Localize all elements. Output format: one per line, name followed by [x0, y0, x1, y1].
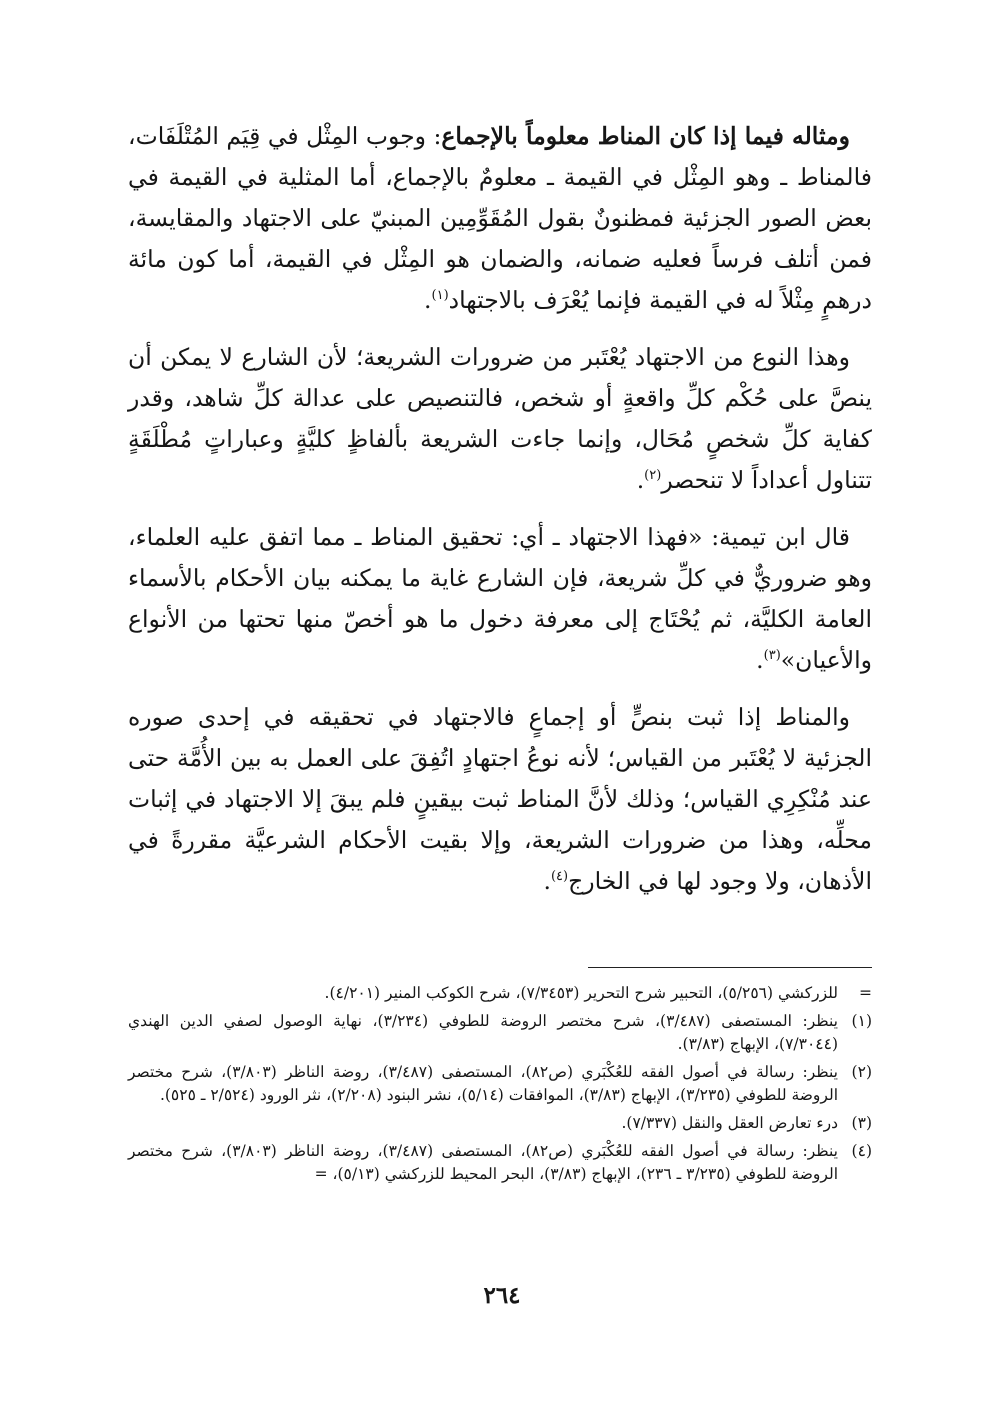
footnote-2: [128, 1061, 872, 1107]
footnote-separator: [588, 967, 872, 968]
footnote-1: [128, 1010, 872, 1056]
footnote-text: ينظر: المستصفى (٣/٤٨٧)، شرح مختصر الروضة للطوفي (٣/٢٣٤)، نهاية الوصول لصفي الدين الهندي (٧/٣٠٤٤)، الإبهاج (٣/٨٣).: [128, 1012, 838, 1053]
paragraph-end: .: [756, 646, 764, 674]
footnote-mark: (١): [851, 1012, 872, 1030]
page-number: ٢٦٤: [483, 1282, 521, 1309]
footnote-mark: (٤): [851, 1142, 872, 1160]
footnote-4: [128, 1140, 872, 1186]
footnote-text: ينظر: رسالة في أصول الفقه للعُكْبَري (ص٨٢)، المستصفى (٣/٤٨٧)، روضة الناظر (٣/٨٠٣)، شرح مختصر الروضة للطوفي (٣/٢٣٥ ـ ٢٣٦)، الإبهاج (٣/٨٣)، البحر المحيط للزركشي (٥/١٣)، =: [128, 1142, 838, 1183]
paragraph-text: والمناط إذا ثبت بنصٍّ أو إجماعٍ فالاجتهاد في تحقيقه في إحدى صوره الجزئية لا يُعْتَبر من القياس؛ لأنه نوعُ اجتهادٍ اتُفِقَ على العمل به بين الأُمَّة حتى عند مُنْكِرِي القياس؛ وذلك لأنَّ المناط ثبت بيقينٍ فلم يبقَ إلا الاجتهاد في إثبات محلِّه، وهذا من ضرورات الشريعة، وإلا بقيت الأحكام الشرعيَّة مقررةً في الأذهان، ولا وجود لها في الخارج: [128, 703, 872, 895]
footnote-text: للزركشي (٥/٢٥٦)، التحبير شرح التحرير (٧/٣٤٥٣)، شرح الكوكب المنير (٤/٢٠١).: [324, 984, 838, 1002]
footnote-mark: (٣): [851, 1114, 872, 1132]
paragraph-lead: ومثاله فيما إذا كان المناط معلوماً بالإجماع: [441, 122, 850, 150]
paragraph-3: [128, 517, 872, 681]
paragraph-2: [128, 337, 872, 501]
footnote-continuation: [128, 982, 872, 1005]
footnote-ref[interactable]: (١): [431, 288, 449, 304]
paragraph-end: .: [424, 286, 432, 314]
paragraph-end: .: [636, 466, 645, 494]
footnote-text: ينظر: رسالة في أصول الفقه للعُكْبَري (ص٨٢)، المستصفى (٣/٤٨٧)، روضة الناظر (٣/٨٠٣)، شرح مختصر الروضة للطوفي (٣/٢٣٥)، الإبهاج (٣/٨٣)، الموافقات (٥/١٤)، نشر البنود (٢/٢٠٨)، نثر الورود (٢/٥٢٤ ـ ٥٢٥).: [128, 1063, 838, 1104]
footnote-mark: =: [859, 984, 872, 1002]
footnote-text: درء تعارض العقل والنقل (٧/٣٣٧).: [621, 1114, 838, 1132]
footnote-ref[interactable]: (٤): [550, 869, 569, 885]
footnote-ref[interactable]: (٢): [644, 468, 662, 484]
paragraph-text: قال ابن تيمية: «فهذا الاجتهاد ـ أي: تحقيق المناط ـ مما اتفق عليه العلماء، وهو ضروريٌّ في كلِّ شريعة، فإن الشارع غاية ما يمكنه بيان الأحكام بالأسماء العامة الكليَّة، ثم يُحْتَاج إلى معرفة دخول ما هو أخصّ منها تحتها من الأنواع والأعيان»: [128, 523, 872, 674]
paragraph-1: [128, 116, 872, 321]
footnote-3: [128, 1112, 872, 1135]
paragraph-4: [128, 697, 872, 902]
footnote-mark: (٢): [851, 1063, 872, 1081]
footnotes: [128, 982, 872, 1191]
paragraph-text: : وجوب المِثْل في قِيَم المُتْلَفَات، فالمناط ـ وهو المِثْل في القيمة ـ معلومٌ بالإجماع، أما المثلية في القيمة في بعض الصور الجزئية فمظنونٌ بقول المُقَوِّمِين المبنيّ على الاجتهاد والمقايسة، فمن أتلف فرساً فعليه ضمانه، والضمان هو المِثْل في القيمة، أما كون مائة درهمٍ مِثْلاً له في القيمة فإنما يُعْرَف بالاجتهاد: [128, 122, 872, 314]
footnote-ref[interactable]: (٣): [763, 648, 781, 664]
paragraph-end: .: [543, 867, 551, 895]
main-text: [128, 116, 872, 918]
paragraph-text: وهذا النوع من الاجتهاد يُعْتَبر من ضرورات الشريعة؛ لأن الشارع لا يمكن أن ينصَّ على حُكْم كلِّ واقعةٍ أو شخص، فالتنصيص على عدالة كلِّ شاهد، وقدر كفاية كلِّ شخصٍ مُحَال، وإنما جاءت الشريعة بألفاظٍ كليَّةٍ وعباراتٍ مُطْلَقَةٍ تتناول أعداداً لا تنحصر: [128, 343, 872, 494]
